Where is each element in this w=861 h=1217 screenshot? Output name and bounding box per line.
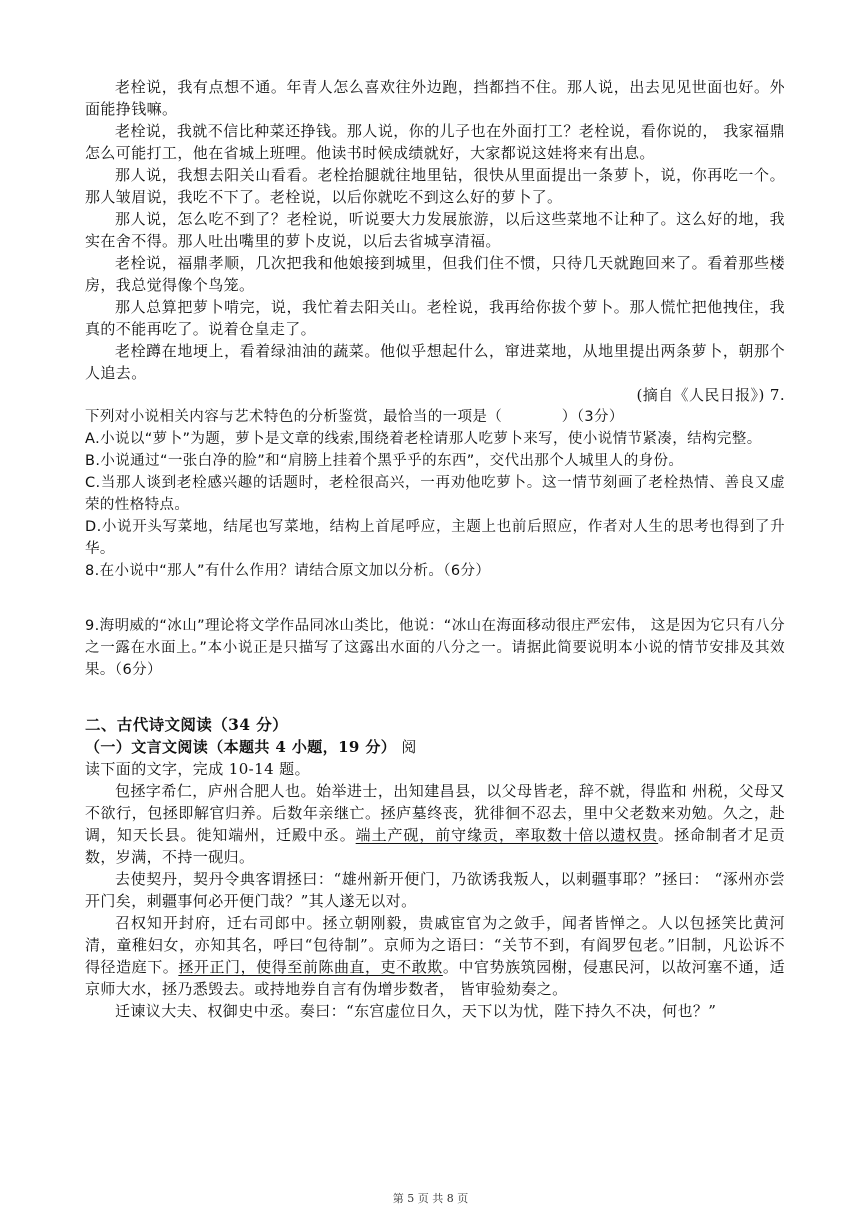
story-paragraph: 老栓蹲在地埂上，看着绿油油的蔬菜。他似乎想起什么，窜进菜地，从地里提出两条萝卜，朝那个人追去。 (85, 342, 785, 382)
reading-instruction: 读下面的文字，完成 10-14 题。 (85, 760, 310, 778)
document-body (85, 76, 785, 1022)
section-title: 二、古代诗文阅读（34 分） (85, 715, 289, 734)
classical-text: 召权知开封府，迁右司郎中。拯立朝刚毅，贵戚宦官为之敛手，闻者皆惮之。人以包拯笑比黄河清，童稚妇女，亦知其名，呼曰“包待制”。京师为之语曰：“关节不到，有阎罗包老。”旧制，凡讼诉不得径造庭下。 (85, 914, 785, 976)
underlined-sentence: 端土产砚，前守缘贡，率取数十倍以遗权贵 (355, 826, 659, 844)
story-paragraph: 那人说，怎么吃不到了？老栓说，听说要大力发展旅游，以后这些菜地不让种了。这么好的地，我实在舍不得。那人吐出嘴里的萝卜皮说，以后去省城享清福。 (85, 210, 785, 250)
classical-text: 。拯命制者才足贡数，岁满，不持一砚归。 (85, 826, 785, 866)
underlined-sentence: 拯开正门，使得至前陈曲直，吏不敢欺 (178, 958, 443, 976)
subsection-title-tail: 阅 (401, 738, 417, 756)
story-paragraph: 老栓说，我就不信比种菜还挣钱。那人说，你的儿子也在外面打工？老栓说，看你说的， 我家福鼎怎么可能打工，他在省城上班哩。他读书时候成绩就好，大家都说这娃将来有出息。 (85, 122, 785, 162)
question-7-option-c: C.当那人谈到老栓感兴趣的话题时，老栓很高兴，一再劝他吃萝卜。这一情节刻画了老栓热情、善良又虚荣的性格特点。 (85, 475, 785, 513)
question-7-option-a: A.小说以“萝卜”为题，萝卜是文章的线索,围绕着老栓请那人吃萝卜来写，使小说情节紧凑，结构完整。 (85, 431, 762, 447)
subsection-title (85, 736, 785, 758)
classical-paragraph: 迁谏议大夫、权御史中丞。奏曰：“东宫虚位日久，天下以为忧，陛下持久不决，何也？” (115, 1002, 717, 1020)
classical-text: 。中官势族筑园榭，侵惠民河，以故河塞不通，适京师大水，拯乃悉毁去。或持地券自言有伪增步数者， 皆审验劾奏之。 (85, 958, 785, 998)
question-8: 8.在小说中“那人”有什么作用？请结合原文加以分析。（6分） (85, 563, 491, 579)
page-footer: 第 5 页 共 8 页 (392, 1192, 469, 1205)
classical-text: 包拯字希仁，庐州合肥人也。始举进士，出知建昌县，以父母皆老，辞不就，得监和 州税，父母又不欲行，包拯即解官归养。后数年亲继亡。拯庐墓终丧，犹徘徊不忍去，里中父老数来劝勉。久之，赴调，知天长县。徙知端州，迁殿中丞。 (85, 782, 785, 844)
story-paragraph: 老栓说，我有点想不通。年青人怎么喜欢往外边跑，挡都挡不住。那人说，出去见见世面也好。外面能挣钱嘛。 (85, 78, 785, 118)
classical-paragraph (85, 780, 785, 868)
classical-paragraph (85, 912, 785, 1000)
classical-paragraph: 去使契丹，契丹令典客谓拯曰：“雄州新开便门，乃欲诱我叛人，以刺疆事耶？”拯曰： “涿州亦尝开门矣，刺疆事何必开便门哉？”其人遂无以对。 (85, 870, 785, 910)
question-7: 下列对小说相关内容与艺术特色的分析鉴赏，最恰当的一项是（ ）（3分） (85, 409, 624, 425)
answer-space (85, 681, 785, 714)
answer-space (85, 582, 785, 615)
question-7-option-d: D.小说开头写菜地，结尾也写菜地，结构上首尾呼应，主题上也前后照应，作者对人生的思考也得到了升华。 (85, 519, 785, 557)
question-9: 9.海明威的“冰山”理论将文学作品同冰山类比，他说：“冰山在海面移动很庄严宏伟， 这是因为它只有八分之一露在水面上。”本小说正是只描写了这露出水面的八分之一。请据此简要说明本小说的情节安排及其效果。（6分） (85, 618, 785, 678)
story-paragraph: 老栓说，福鼎孝顺，几次把我和他娘接到城里，但我们住不惯，只待几天就跑回来了。看着那些楼房，我总觉得像个鸟笼。 (85, 254, 785, 294)
story-source: (摘自《人民日报》) 7. (636, 386, 785, 404)
story-paragraph: 那人总算把萝卜啃完，说，我忙着去阳关山。老栓说，我再给你拔个萝卜。那人慌忙把他拽住，我真的不能再吃了。说着仓皇走了。 (85, 298, 785, 338)
story-paragraph: 那人说，我想去阳关山看看。老栓抬腿就往地里钻，很快从里面提出一条萝卜，说，你再吃一个。那人皱眉说，我吃不下了。老栓说，以后你就吃不到这么好的萝卜了。 (85, 166, 785, 206)
subsection-title-text: （一）文言文阅读（本题共 4 小题，19 分） (85, 738, 397, 756)
question-7-option-b: B.小说通过“一张白净的脸”和“肩膀上挂着个黑乎乎的东西”，交代出那个人城里人的身份。 (85, 453, 684, 469)
